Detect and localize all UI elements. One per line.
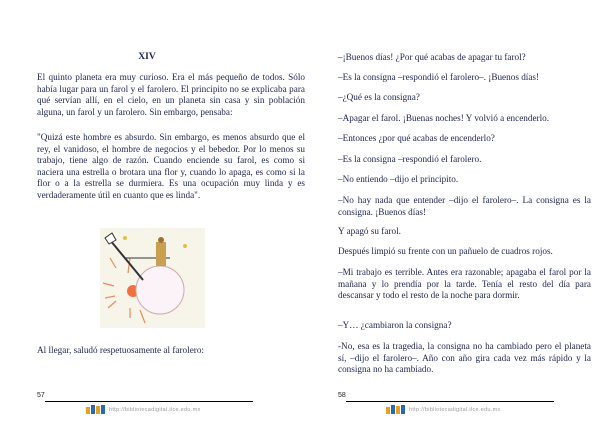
paragraph: –Es la consigna –respondió el farolero–. ¡Buenos días! xyxy=(338,72,540,82)
paragraph: –¿Qué es la consigna? xyxy=(338,92,420,102)
paragraph: –No hay nada que entender –dijo el farolero–. La consigna es la consigna. ¡Buenos días! xyxy=(338,195,591,217)
paragraph: Y apagó su farol. xyxy=(338,226,401,236)
page-number: 57 xyxy=(37,392,45,399)
paragraph: –Es la consigna –respondió el farolero. xyxy=(338,154,482,164)
paragraph: Después limpió su frente con un pañuelo de cuadros rojos. xyxy=(338,246,553,256)
footer xyxy=(386,405,501,414)
paragraph: -No, esa es la tragedia, la consigna no ha cambiado pero el planeta sí, –dijo el farolero–. Año con año gira cada vez más rápido y la consigna no ha cambiado. xyxy=(338,341,591,375)
lamplighter-illustration xyxy=(100,228,205,328)
paragraph: –No entiendo –dijo el principito. xyxy=(338,174,459,184)
paragraph: –¡Buenos días! ¿Por qué acabas de apagar tu farol? xyxy=(338,52,526,62)
footer xyxy=(86,405,201,414)
paragraph: –Entonces ¿por qué acabas de encenderlo? xyxy=(338,133,495,143)
library-logo-icon xyxy=(86,405,105,414)
footer-url[interactable]: http://bibliotecadigital.ilce.edu.mx xyxy=(409,406,501,413)
footer-url[interactable]: http://bibliotecadigital.ilce.edu.mx xyxy=(109,406,201,413)
paragraph: –Y… ¿cambiaron la consigna? xyxy=(338,320,452,330)
page-number: 58 xyxy=(338,392,346,399)
footer-rule xyxy=(45,401,253,402)
paragraph: –Apagar el farol. ¡Buenas noches! Y volvió a encenderlo. xyxy=(338,113,550,123)
library-logo-icon xyxy=(386,405,405,414)
footer-rule xyxy=(346,401,554,402)
paragraph: "Quizá este hombre es absurdo. Sin embargo, es menos absurdo que el rey, el vanidoso, el hombre de negocios y el bebedor. Por lo menos su trabajo, tiene algo de razón. Cuando enciende su farol, es como si naciera una estrella o brotara una flor y, cuando lo apaga, es como si la flor o a la estrella se durmiera. Es una ocupación muy linda y es verdaderamente útil en cuanto que es linda". xyxy=(37,132,305,200)
paragraph: –Mi trabajo es terrible. Antes era razonable; apagaba el farol por la mañana y lo prendía por la tarde. Tenía el resto del día para descansar y todo el resto de la noche para dormir. xyxy=(338,267,591,301)
chapter-title: XIV xyxy=(138,52,156,62)
paragraph: El quinto planeta era muy curioso. Era el más pequeño de todos. Sólo había lugar para un farol y el farolero. El principito no se explicaba para qué servían allí, en el cielo, en un planeta sin casa y sin población alguna, un farol y un farolero. Sin embargo, pensaba: xyxy=(37,72,305,117)
paragraph: Al llegar, saludó respetuosamente al farolero: xyxy=(37,345,204,355)
